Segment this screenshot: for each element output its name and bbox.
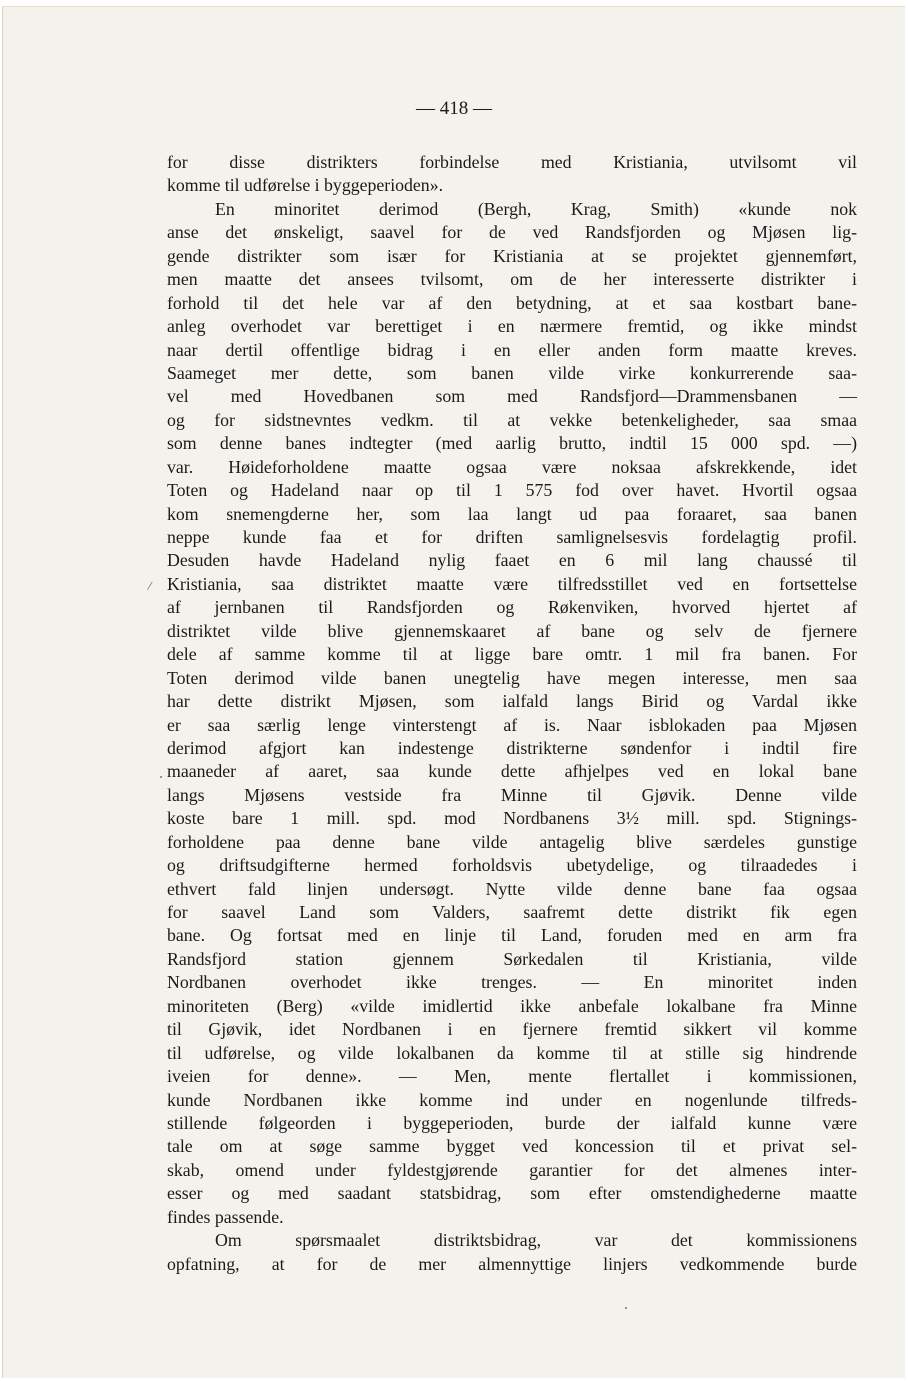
text-line: stillende følgeorden i byggeperioden, burde der ialfald kunne være [167,1112,857,1133]
text-line: og driftsudgifterne hermed forholdsvis ubetydelige, og tilraadedes i [167,855,857,876]
text-line: var. Høideforholdene maatte ogsaa være noksaa afskrekkende, idet [167,456,857,477]
text-line: men maatte det ansees tvilsomt, om de her interesserte distrikter i [167,269,857,290]
text-line: iveien for denne». — Men, mente flertallet i kommissionen, [167,1066,857,1087]
text-line: anse det ønskeligt, saavel for de ved Randsfjorden og Mjøsen lig- [167,222,857,243]
text-line: for disse distrikters forbindelse med Kristiania, utvilsomt vil [167,152,857,172]
text-line: distriktet vilde blive gjennemskaaret af bane og selv de fjernere [167,620,857,641]
text-line: til udførelse, og vilde lokalbanen da komme til at stille sig hindrende [167,1042,857,1063]
text-line: En minoritet derimod (Bergh, Krag, Smith) «kunde nok [215,198,857,219]
text-line: langs Mjøsens vestside fra Minne til Gjøvik. Denne vilde [167,784,857,805]
text-line: dele af samme komme til at ligge bare omtr. 1 mil fra banen. For [167,644,857,665]
text-line: komme til udførelse i byggeperioden». [167,175,444,196]
text-line: anleg overhodet var berettiget i en nærmere fremtid, og ikke mindst [167,316,857,337]
page-number: — 418 — [416,98,492,119]
text-line: gende distrikter som især for Kristiania at se projektet gjennemført, [167,245,857,266]
text-line: minoriteten (Berg) «vilde imidlertid ikke anbefale lokalbane fra Minne [167,995,857,1016]
text-line: esser og med saadant statsbidrag, som efter omstendighederne maatte [167,1183,857,1204]
text-line: har dette distrikt Mjøsen, som ialfald langs Birid og Vardal ikke [167,691,857,712]
text-line: som denne banes indtegter (med aarlig brutto, indtil 15 000 spd. —) [167,433,857,454]
text-line: Desuden havde Hadeland nylig faaet en 6 mil lang chaussé til [167,550,857,571]
text-line: kom snemengderne her, som laa langt ud paa foraaret, saa banen [167,503,857,524]
text-line: neppe kunde faa et for driften samlignelsesvis fordelagtig profil. [167,527,857,547]
text-line: koste bare 1 mill. spd. mod Nordbanens 3½ mill. spd. Stignings- [167,808,857,829]
text-line: af jernbanen til Randsfjorden og Røkenviken, hvorved hjertet af [167,597,857,618]
text-line: naar dertil offentlige bidrag i en eller anden form maatte kreves. [167,339,857,360]
text-line: bane. Og fortsat med en linje til Land, foruden med en arm fra [167,925,857,946]
text-line: Kristiania, saa distriktet maatte være tilfredsstillet ved en fortsettelse [167,573,857,594]
text-line: ethvert fald linjen undersøgt. Nytte vilde denne bane faa ogsaa [167,878,857,899]
text-line: forholdene paa denne bane vilde antagelig blive særdeles gunstige [167,831,857,852]
text-line: Saameget mer dette, som banen vilde virke konkurrerende saa- [167,362,857,383]
body-text [167,151,857,1276]
scanned-page [2,6,905,1378]
text-line: forhold til det hele var af den betydning, at et saa kostbart bane- [167,292,857,313]
text-line: Randsfjord station gjennem Sørkedalen til Kristiania, vilde [167,948,857,969]
text-line: findes passende. [167,1206,284,1227]
text-line: Om spørsmaalet distriktsbidrag, var det kommissionens [215,1230,857,1251]
bottom-dot [625,1307,627,1309]
text-line: maaneder af aaret, saa kunde dette afhjelpes ved en lokal bane [167,761,857,782]
margin-pencil-mark: / [146,577,154,594]
text-line: kunde Nordbanen ikke komme ind under en nogenlunde tilfreds- [167,1089,857,1110]
text-line: opfatning, at for de mer almennyttige linjers vedkommende burde [167,1253,857,1274]
margin-dot [160,776,162,778]
text-line: er saa særlig lenge vinterstengt af is. Naar isblokaden paa Mjøsen [167,714,857,735]
text-line: skab, omend under fyldestgjørende garantier for det almenes inter- [167,1159,857,1180]
text-line: derimod afgjort kan indestenge distrikterne søndenfor i indtil fire [167,737,857,758]
text-line: Nordbanen overhodet ikke trenges. — En minoritet inden [167,972,857,993]
text-line: vel med Hovedbanen som med Randsfjord—Drammensbanen — [167,386,857,407]
text-line: tale om at søge samme bygget ved koncession til et privat sel- [167,1136,857,1157]
text-line: Toten derimod vilde banen unegtelig have megen interesse, men saa [167,667,857,688]
text-line: Toten og Hadeland naar op til 1 575 fod over havet. Hvortil ogsaa [167,480,857,501]
text-line: til Gjøvik, idet Nordbanen i en fjernere fremtid sikkert vil komme [167,1019,857,1040]
text-line: og for sidstnevntes vedkm. til at vekke betenkeligheder, saa smaa [167,409,857,430]
text-line: for saavel Land som Valders, saafremt dette distrikt fik egen [167,902,857,922]
